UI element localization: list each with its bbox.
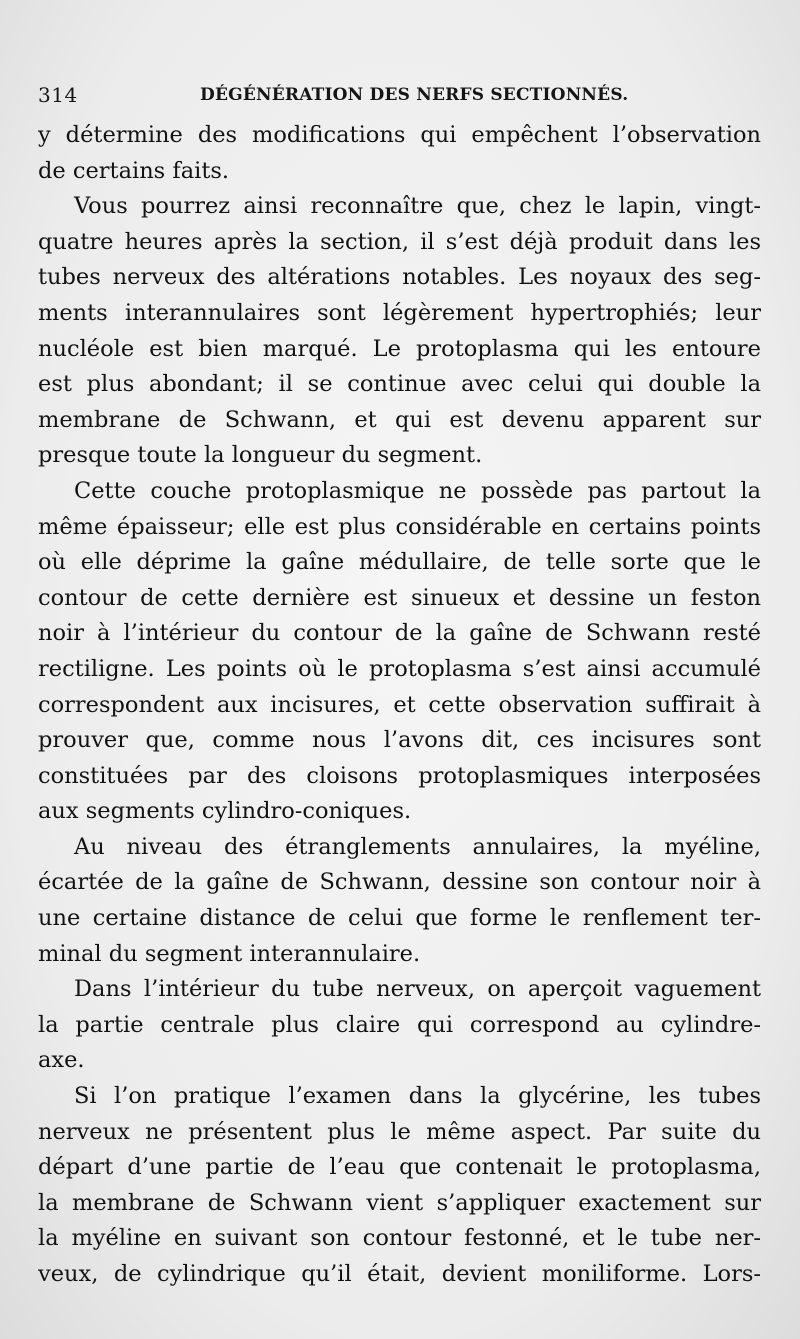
text-line: une certaine distance de celui que forme le renflement ter- [38, 905, 761, 932]
text-line: où elle déprime la gaîne médullaire, de telle sorte que le [38, 549, 761, 576]
text-line: correspondent aux incisures, et cette observation suffirait à [38, 691, 761, 718]
running-title: DÉGÉNÉRATION DES NERFS SECTIONNÉS. [200, 85, 629, 105]
text-line: constituées par des cloisons protoplasmiques interposées [38, 762, 761, 789]
text-line: y détermine des modifications qui empêchent l’observation [38, 122, 761, 148]
text-line: ments interannulaires sont légèrement hypertrophiés; leur [38, 299, 761, 326]
text-line: Au niveau des étranglements annulaires, la myéline, [74, 833, 761, 860]
text-line: presque toute la longueur du segment. [38, 442, 483, 469]
page-header [38, 80, 758, 110]
text-line: noir à l’intérieur du contour de la gaîne de Schwann resté [38, 620, 761, 647]
text-line: tubes nerveux des altérations notables. Les noyaux des seg- [38, 264, 761, 291]
text-line: Cette couche protoplasmique ne possède pas partout la [74, 477, 761, 504]
text-line: rectiligne. Les points où le protoplasma s’est ainsi accumulé [38, 655, 761, 682]
text-line: de certains faits. [38, 157, 230, 184]
text-line: est plus abondant; il se continue avec celui qui double la [38, 371, 761, 398]
text-line: minal du segment interannulaire. [38, 940, 421, 967]
page-number: 314 [38, 83, 78, 107]
text-line: écartée de la gaîne de Schwann, dessine son contour noir à [38, 869, 761, 896]
text-line: Vous pourrez ainsi reconnaître que, chez le lapin, vingt- [74, 193, 761, 220]
text-line: aux segments cylindro-coniques. [38, 798, 412, 825]
body-text [38, 118, 761, 1293]
text-line: la partie centrale plus claire qui correspond au cylindre- [38, 1011, 761, 1038]
text-line: même épaisseur; elle est plus considérable en certains points [38, 513, 761, 540]
text-line: nucléole est bien marqué. Le protoplasma qui les entoure [38, 335, 761, 362]
text-line: la membrane de Schwann vient s’appliquer exactement sur [38, 1189, 761, 1216]
text-line: la myéline en suivant son contour festonné, et le tube ner- [38, 1225, 761, 1252]
text-line: contour de cette dernière est sinueux et dessine un feston [38, 584, 761, 611]
text-line: axe. [38, 1047, 85, 1074]
text-line: membrane de Schwann, et qui est devenu apparent sur [38, 406, 761, 433]
text-line: prouver que, comme nous l’avons dit, ces incisures sont [38, 727, 761, 754]
text-line: nerveux ne présentent plus le même aspect. Par suite du [38, 1118, 761, 1145]
text-line: départ d’une partie de l’eau que contenait le protoplasma, [38, 1154, 761, 1181]
text-line: Dans l’intérieur du tube nerveux, on aperçoit vaguement [74, 976, 761, 1003]
text-line: veux, de cylindrique qu’il était, devient moniliforme. Lors- [38, 1261, 761, 1287]
text-line: Si l’on pratique l’examen dans la glycérine, les tubes [74, 1083, 761, 1110]
text-line: quatre heures après la section, il s’est déjà produit dans les [38, 228, 761, 255]
